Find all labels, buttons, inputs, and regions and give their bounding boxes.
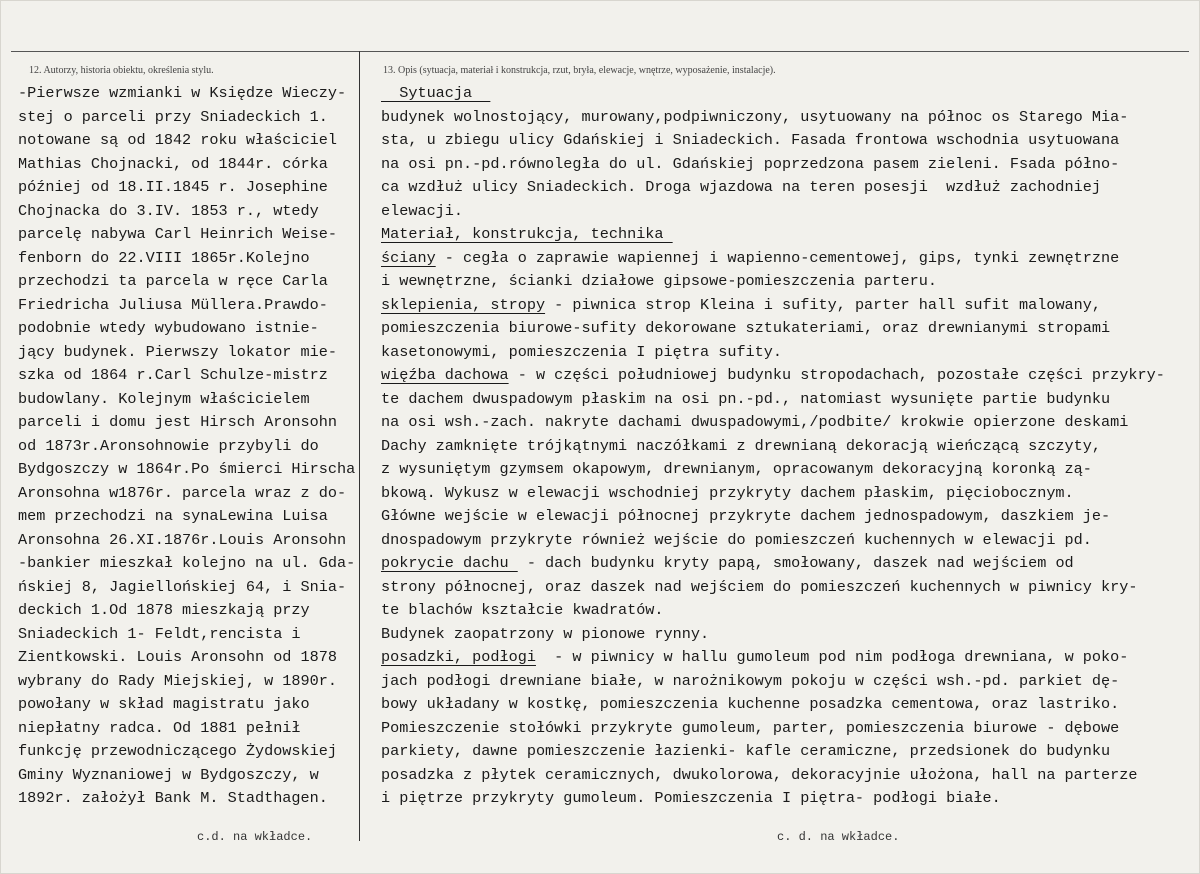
description-text: - dach budynku kryty papą, smołowany, daszek nad wejściem od	[517, 554, 1074, 572]
description-text: na osi pn.-pd.równoległa do ul. Gdańskiej poprzedzona pasem zieleni. Fsada półno-	[381, 154, 1120, 173]
section-13-header: 13. Opis (sytuacja, materiał i konstrukcja, rzut, bryła, elewacje, wnętrze, wyposażenie, instalacje).	[383, 65, 776, 76]
history-text-line: Gminy Wyznaniowej w Bydgoszczy, w	[18, 765, 319, 784]
history-text-line: Friedricha Juliusa Müllera.Prawdo-	[18, 295, 328, 314]
section-heading: Sytuacja	[381, 84, 491, 102]
description-text-line	[381, 623, 1193, 647]
history-text-line: -bankier mieszkał kolejno na ul. Gda-	[18, 554, 356, 572]
description-text-line	[381, 764, 1193, 788]
description-text: sta, u zbiegu ulicy Gdańskiej i Sniadeckich. Fasada frontowa wschodnia usytuowana	[381, 131, 1120, 149]
description-text: z wysuniętym gzymsem okapowym, drewnianym, opracowanym dekoracyjną koronką zą-	[381, 460, 1092, 478]
history-text-line: ńskiej 8, Jagiellońskiej 64, i Snia-	[18, 577, 347, 596]
description-text-line	[381, 106, 1193, 130]
description-text-line	[381, 200, 1193, 224]
history-text-line: budowlany. Kolejnym właścicielem	[18, 389, 310, 408]
history-text-line: -Pierwsze wzmianki w Księdze Wieczy-	[18, 84, 347, 102]
description-text: te dachem dwuspadowym płaskim na osi pn.-pd., natomiast wysunięte partie budynku	[381, 389, 1111, 408]
description-text: bowy układany w kostkę, pomieszczenia kuchenne posadzka cementowa, oraz lastriko.	[381, 695, 1120, 713]
description-text-line	[381, 129, 1193, 153]
description-text: na osi wsh.-zach. nakryte dachami dwuspadowymi,/podbite/ krokwie opierzone deskami	[381, 413, 1129, 431]
description-text-line	[381, 294, 1193, 318]
section-heading: więźba dachowa	[381, 366, 509, 384]
history-text-line: 1892r. założył Bank M. Stadthagen.	[18, 789, 328, 807]
history-text-line: parcelę nabywa Carl Heinrich Weise-	[18, 225, 337, 243]
history-text-line: Bydgoszczy w 1864r.Po śmierci Hirscha	[18, 460, 356, 478]
history-text-line: deckich 1.Od 1878 mieszkają przy	[18, 601, 310, 619]
history-text-line: mem przechodzi na synaLewina Luisa	[18, 507, 328, 525]
description-text-line	[381, 552, 1193, 576]
description-column	[381, 82, 1193, 811]
description-text: i wewnętrzne, ścianki działowe gipsowe-pomieszczenia parteru.	[381, 272, 937, 290]
description-text-line	[381, 435, 1193, 459]
description-text: strony północnej, oraz daszek nad wejściem do pomieszczeń kuchennych w piwnicy kry-	[381, 577, 1138, 596]
history-text-line: Aronsohna 26.XI.1876r.Louis Aronsohn	[18, 530, 347, 549]
description-text: Budynek zaopatrzony w pionowe rynny.	[381, 624, 710, 643]
description-text-line	[381, 458, 1193, 482]
description-text-line	[381, 599, 1193, 623]
description-text: i piętrze przykryty gumoleum. Pomieszczenia I piętra- podłogi białe.	[381, 789, 1001, 807]
description-text-line	[381, 717, 1193, 741]
description-text-line	[381, 176, 1193, 200]
history-text-line: przechodzi ta parcela w ręce Carla	[18, 272, 328, 290]
history-text-line: stej o parceli przy Sniadeckich 1.	[18, 107, 328, 126]
description-text-line	[381, 153, 1193, 177]
description-text-line	[381, 576, 1193, 600]
history-text-line: Sniadeckich 1- Feldt,rencista i	[18, 624, 301, 643]
description-text: - w części południowej budynku stropodachach, pozostałe części przykry-	[508, 366, 1165, 384]
description-text-line	[381, 388, 1193, 412]
description-text: jach podłogi drewniane białe, w narożnikowym pokoju w części wsh.-pd. parkiet dę-	[381, 671, 1120, 690]
history-column	[18, 82, 393, 811]
history-text-line: niepłatny radca. Od 1881 pełnił	[18, 718, 301, 737]
history-text-line: powołany w skład magistratu jako	[18, 695, 310, 713]
description-text-line	[381, 247, 1193, 271]
history-text-line: funkcję przewodniczącego Żydowskiej	[18, 742, 337, 760]
description-text-line	[381, 364, 1193, 388]
description-text-line	[381, 787, 1193, 811]
history-text-line: podobnie wtedy wybudowano istnie-	[18, 319, 319, 337]
continuation-note-left: c.d. na wkładce.	[197, 830, 313, 844]
description-text: - w piwnicy w hallu gumoleum pod nim podłoga drewniana, w poko-	[535, 648, 1129, 666]
description-text: parkiety, dawne pomieszczenie łazienki- kafle ceramiczne, przedsionek do budynku	[381, 742, 1111, 760]
description-text: kasetonowymi, pomieszczenia I piętra sufity.	[381, 342, 783, 361]
description-text: posadzka z płytek ceramicznych, dwukolorowa, dekoracyjnie ułożona, hall na parterze	[381, 765, 1138, 784]
description-text: ca wzdłuż ulicy Sniadeckich. Droga wjazdowa na teren posesji wzdłuż zachodniej	[381, 178, 1102, 196]
section-heading: Materiał, konstrukcja, technika	[381, 225, 673, 243]
description-text-line	[381, 670, 1193, 694]
description-text-line	[381, 317, 1193, 341]
description-text: elewacji.	[381, 201, 464, 220]
top-rule	[11, 51, 1189, 52]
section-heading: sklepienia, stropy	[381, 295, 546, 314]
description-text-line	[381, 411, 1193, 435]
section-heading: ściany	[381, 248, 436, 267]
history-text-line: wybrany do Rady Miejskiej, w 1890r.	[18, 671, 337, 690]
description-text-line	[381, 223, 1193, 247]
description-text-line	[381, 693, 1193, 717]
description-text: - cegła o zaprawie wapiennej i wapienno-cementowej, gips, tynki zewnętrzne	[435, 248, 1120, 267]
description-text-line	[381, 529, 1193, 553]
description-text: dnospadowym przykryte również wejście do pomieszczeń kuchennych w elewacji pd.	[381, 530, 1092, 549]
history-text-line: parceli i domu jest Hirsch Aronsohn	[18, 413, 337, 431]
history-text-line: później od 18.II.1845 r. Josephine	[18, 178, 328, 196]
description-text-line	[381, 740, 1193, 764]
history-text-line: jący budynek. Pierwszy lokator mie-	[18, 342, 337, 361]
continuation-note-right: c. d. na wkładce.	[777, 830, 900, 844]
description-text: Główne wejście w elewacji północnej przykryte dachem jednospadowym, daszkiem je-	[381, 507, 1111, 525]
description-text-line	[381, 646, 1193, 670]
section-heading: posadzki, podłogi	[381, 648, 536, 666]
history-text-line: Aronsohna w1876r. parcela wraz z do-	[18, 483, 347, 502]
history-text-line: szka od 1864 r.Carl Schulze-mistrz	[18, 366, 328, 384]
description-text: pomieszczenia biurowe-sufity dekorowane sztukateriami, oraz drewnianymi stropami	[381, 319, 1111, 337]
history-text-line: fenborn do 22.VIII 1865r.Kolejno	[18, 248, 310, 267]
description-text: budynek wolnostojący, murowany,podpiwniczony, usytuowany na północ os Starego Mia-	[381, 107, 1129, 126]
history-text-line: Zientkowski. Louis Aronsohn od 1878	[18, 648, 337, 666]
history-text-line: notowane są od 1842 roku właściciel	[18, 131, 337, 149]
description-text-line	[381, 270, 1193, 294]
description-text-line	[381, 82, 1193, 106]
history-text-line: Chojnacka do 3.IV. 1853 r., wtedy	[18, 201, 319, 220]
description-text: bkową. Wykusz w elewacji wschodniej przykryty dachem płaskim, pięciobocznym.	[381, 483, 1074, 502]
history-text-line: od 1873r.Aronsohnowie przybyli do	[18, 436, 319, 455]
description-text: te blachów kształcie kwadratów.	[381, 601, 664, 619]
section-heading: pokrycie dachu	[381, 554, 518, 572]
description-text: Dachy zamknięte trójkątnymi naczółkami z drewnianą dekoracją wieńczącą szczyty,	[381, 436, 1102, 455]
description-text-line	[381, 482, 1193, 506]
description-text: Pomieszczenie stołówki przykryte gumoleum, parter, pomieszczenia biurowe - dębowe	[381, 718, 1120, 737]
description-text-line	[381, 505, 1193, 529]
description-text-line	[381, 341, 1193, 365]
history-text-line: Mathias Chojnacki, od 1844r. córka	[18, 154, 328, 173]
section-12-header: 12. Autorzy, historia obiektu, określenia stylu.	[29, 65, 214, 76]
description-text: - piwnica strop Kleina i sufity, parter hall sufit malowany,	[545, 295, 1102, 314]
